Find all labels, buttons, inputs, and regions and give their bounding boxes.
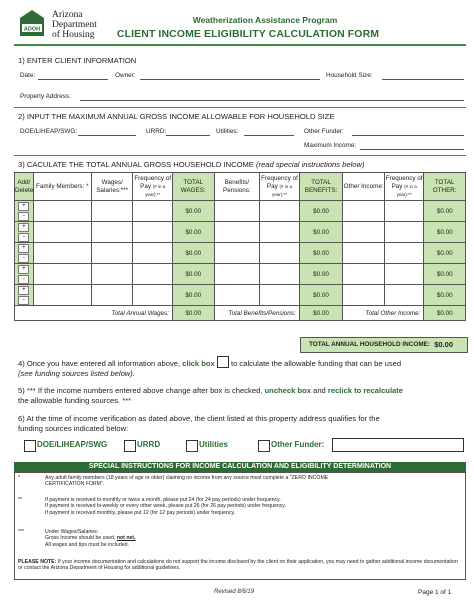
total-wages-cell: $0.00 xyxy=(172,222,214,243)
table-row xyxy=(15,243,466,264)
star-2-text xyxy=(45,497,455,516)
other-income-cell[interactable] xyxy=(343,243,385,264)
freq-sub-label: (# in a year):** xyxy=(145,183,166,197)
page-number: Page 1 of 1 xyxy=(418,589,452,596)
other-frequency-cell[interactable] xyxy=(384,264,423,285)
table-row xyxy=(15,264,466,285)
add-delete-cell xyxy=(15,243,34,264)
col-benefits: Benefits/ Pensions: xyxy=(214,173,260,201)
please-note-text: If your income documentation and calculations do not support the income disclosed by the client on their application, you may need to gather additional income documentation or contact the Arizona Department of Housing for additional guidelines. xyxy=(18,559,458,572)
section-5-and: and xyxy=(313,386,326,395)
star-2-line: If payment is received bi-monthly or twice a month, please put 24 (for 24 pay periods) under frequency. xyxy=(45,497,281,503)
wages-frequency-cell[interactable] xyxy=(133,222,172,243)
other-funder-option: Other Funder: xyxy=(271,440,325,449)
section-3-heading-note: (read special instructions below) xyxy=(256,160,365,169)
benefits-cell[interactable] xyxy=(214,243,260,264)
total-other-income-value: $0.00 xyxy=(424,306,466,321)
benefits-cell[interactable] xyxy=(214,285,260,306)
section-5-line-2: the allowable funding sources. *** xyxy=(18,396,132,405)
table-row xyxy=(15,222,466,243)
wages-frequency-cell[interactable] xyxy=(133,264,172,285)
total-benefits-value: $0.00 xyxy=(299,306,343,321)
utilities-checkbox[interactable] xyxy=(186,440,198,452)
wages-frequency-cell[interactable] xyxy=(133,285,172,306)
add-row-icon[interactable]: + xyxy=(18,223,29,232)
property-address-label: Property Address: xyxy=(20,93,71,100)
col-total-wages: TOTAL WAGES: xyxy=(172,173,214,201)
maximum-income-field[interactable] xyxy=(360,149,464,150)
click-box-link: click box xyxy=(182,359,215,368)
delete-row-icon[interactable]: - xyxy=(18,254,29,263)
wages-cell[interactable] xyxy=(91,264,133,285)
star-3-not-net: not net. xyxy=(116,535,136,542)
section-3-heading-text: 3) CACULATE THE TOTAL ANNUAL GROSS HOUSEHOLD INCOME xyxy=(18,160,254,169)
program-name: Weatherization Assistance Program xyxy=(192,15,338,25)
delete-row-icon[interactable]: - xyxy=(18,233,29,242)
total-household-income-value: $0.00 xyxy=(434,340,453,349)
family-member-cell[interactable] xyxy=(33,264,91,285)
section-6-line-1: 6) At the time of income verification as dated above, the client listed at this property address qualifies for the xyxy=(18,414,380,423)
total-benefits-label: Total Benefits/Pensions: xyxy=(214,306,299,321)
reclick-text: reclick to recalculate xyxy=(327,386,404,395)
income-table xyxy=(14,172,466,321)
col-frequency-benefits xyxy=(260,173,299,201)
form-title: CLIENT INCOME ELIGIBILITY CALCULATION FORM xyxy=(116,28,380,40)
household-size-label: Household Size: xyxy=(326,72,373,79)
section-4-text xyxy=(18,356,468,379)
star-3-gross-text: Gross Income should be used, xyxy=(45,535,116,542)
section-6-text xyxy=(18,414,470,434)
total-other-cell: $0.00 xyxy=(424,285,466,306)
section-1-heading: 1) ENTER CLIENT INFORMATION xyxy=(18,56,137,65)
star-3-line: All wages and tips must be included. xyxy=(45,541,129,548)
total-annual-wages-label: Total Annual Wages: xyxy=(15,306,173,321)
wages-frequency-cell[interactable] xyxy=(133,201,172,222)
total-wages-cell: $0.00 xyxy=(172,243,214,264)
star-3-mark: *** xyxy=(18,529,25,535)
other-frequency-cell[interactable] xyxy=(384,285,423,306)
revised-date: Revised 8/6/19 xyxy=(214,589,255,595)
family-member-cell[interactable] xyxy=(33,222,91,243)
freq-label: Frequency of Pay xyxy=(385,174,423,190)
please-note xyxy=(18,559,462,572)
logo-line-2: Department xyxy=(52,20,97,30)
other-frequency-cell[interactable] xyxy=(384,222,423,243)
total-benefits-cell: $0.00 xyxy=(299,243,343,264)
wages-cell[interactable] xyxy=(91,285,133,306)
doe-liheap-swg-label: DOE/LIHEAP/SWG: xyxy=(20,128,78,135)
utilities-option: Utilities xyxy=(199,440,228,449)
add-delete-cell xyxy=(15,285,34,306)
add-row-icon[interactable]: + xyxy=(18,244,29,253)
section-5-text xyxy=(18,386,468,406)
total-annual-wages-value: $0.00 xyxy=(172,306,214,321)
section-4-pre: 4) Once you have entered all information above, xyxy=(18,359,181,368)
total-wages-cell: $0.00 xyxy=(172,285,214,306)
freq-label: Frequency of Pay xyxy=(134,174,172,190)
col-other-income: Other Income: xyxy=(343,173,385,201)
uncheck-box-text: uncheck box xyxy=(264,386,311,395)
star-1-text: Any adult family members (18 years of age or older) claiming no income from any source must complete a "ZERO INCOME CERTIFICATION FORM". xyxy=(45,475,329,488)
utilities-label: Utilities: xyxy=(216,128,239,135)
total-household-income-row xyxy=(300,337,468,353)
col-add-delete: Add/ Delete xyxy=(15,173,34,201)
delete-row-icon[interactable]: - xyxy=(18,212,29,221)
family-member-cell[interactable] xyxy=(33,243,91,264)
section-1-divider xyxy=(14,107,466,108)
section-3-heading xyxy=(18,160,365,169)
maximum-income-label: Maximum Income: xyxy=(304,142,357,149)
add-row-icon[interactable]: + xyxy=(18,286,29,295)
logo-wordmark xyxy=(52,10,97,40)
total-wages-cell: $0.00 xyxy=(172,264,214,285)
section-4-post: to calculate the allowable funding that can be used xyxy=(230,359,402,368)
star-3-line: Under Wages/Salaries: xyxy=(45,529,99,535)
logo-line-1: Arizona xyxy=(52,10,83,20)
wages-cell[interactable] xyxy=(91,222,133,243)
utilities-field[interactable] xyxy=(244,135,294,136)
star-2-mark: ** xyxy=(18,497,23,503)
total-other-cell: $0.00 xyxy=(424,222,466,243)
owner-label: Owner: xyxy=(115,72,136,79)
other-funder-checkbox[interactable] xyxy=(258,440,270,452)
add-delete-cell xyxy=(15,264,34,285)
property-address-field[interactable] xyxy=(80,100,464,101)
other-funder-input[interactable] xyxy=(332,438,464,452)
freq-label: Frequency of Pay xyxy=(261,174,298,190)
total-other-cell: $0.00 xyxy=(424,243,466,264)
total-household-income-label: TOTAL ANNUAL HOUSEHOLD INCOME: xyxy=(309,341,431,348)
benefits-frequency-cell[interactable] xyxy=(260,222,299,243)
benefits-frequency-cell[interactable] xyxy=(260,285,299,306)
section-5-pre: 5) *** If the income numbers entered above change after box is checked, xyxy=(18,386,263,395)
total-benefits-cell: $0.00 xyxy=(299,264,343,285)
table-row xyxy=(15,201,466,222)
special-instructions-heading: SPECIAL INSTRUCTIONS FOR INCOME CALCULATION AND ELIGIBILITY DETERMINATION xyxy=(14,462,466,472)
doe-liheap-swg-field[interactable] xyxy=(78,135,136,136)
family-member-cell[interactable] xyxy=(33,201,91,222)
benefits-frequency-cell[interactable] xyxy=(260,264,299,285)
delete-row-icon[interactable]: - xyxy=(18,296,29,305)
other-frequency-cell[interactable] xyxy=(384,243,423,264)
col-wages: Wages/ Salaries:*** xyxy=(91,173,133,201)
freq-sub-label: (# in a year):** xyxy=(271,183,293,197)
add-row-icon[interactable]: + xyxy=(18,265,29,274)
add-row-icon[interactable]: + xyxy=(18,202,29,211)
wages-cell[interactable] xyxy=(91,201,133,222)
add-delete-cell xyxy=(15,201,34,222)
benefits-cell[interactable] xyxy=(214,222,260,243)
urrd-label: URRD: xyxy=(146,128,167,135)
doe-liheap-swg-option: DOE/LIHEAP/SWG xyxy=(37,440,108,449)
col-total-benefits: TOTAL BENEFITS: xyxy=(299,173,343,201)
owner-field[interactable] xyxy=(140,79,320,80)
other-income-cell[interactable] xyxy=(343,222,385,243)
star-1-mark: * xyxy=(18,475,21,481)
totals-row xyxy=(15,306,466,321)
household-size-field[interactable] xyxy=(382,79,464,80)
please-note-label: PLEASE NOTE: xyxy=(18,559,57,565)
doe-liheap-swg-checkbox[interactable] xyxy=(24,440,36,452)
col-frequency-wages xyxy=(133,173,172,201)
total-benefits-cell: $0.00 xyxy=(299,285,343,306)
section-2-divider xyxy=(14,155,466,156)
section-6-line-2: funding sources indicated below: xyxy=(18,424,129,433)
add-delete-cell xyxy=(15,222,34,243)
urrd-option: URRD xyxy=(137,440,161,449)
delete-row-icon[interactable]: - xyxy=(18,275,29,284)
benefits-cell[interactable] xyxy=(214,264,260,285)
adoh-logo xyxy=(18,8,46,38)
benefits-frequency-cell[interactable] xyxy=(260,201,299,222)
total-other-cell: $0.00 xyxy=(424,264,466,285)
date-label: Date: xyxy=(20,72,36,79)
other-frequency-cell[interactable] xyxy=(384,201,423,222)
star-3-text xyxy=(45,529,345,548)
other-funder-label: Other Funder: xyxy=(304,128,344,135)
col-total-other: TOTAL OTHER: xyxy=(424,173,466,201)
total-benefits-cell: $0.00 xyxy=(299,222,343,243)
table-row xyxy=(15,285,466,306)
total-wages-cell: $0.00 xyxy=(172,201,214,222)
date-field[interactable] xyxy=(38,79,108,80)
logo-line-3: of Housing xyxy=(52,30,95,40)
urrd-field[interactable] xyxy=(166,135,210,136)
section-2-heading: 2) INPUT THE MAXIMUM ANNUAL GROSS INCOME ALLOWABLE FOR HOUSEHOLD SIZE xyxy=(18,112,335,121)
wages-cell[interactable] xyxy=(91,243,133,264)
star-2-line: If payment is received bi-weekly or every other week, please put 26 (for 26 pay periods) under frequency. xyxy=(45,503,286,510)
family-member-cell[interactable] xyxy=(33,285,91,306)
logo-badge: ADOH xyxy=(23,26,41,33)
special-instructions-box xyxy=(14,472,466,580)
col-family-members: Family Members: * xyxy=(33,173,91,201)
benefits-cell[interactable] xyxy=(214,201,260,222)
income-table-header xyxy=(15,173,466,201)
calculate-checkbox[interactable] xyxy=(217,356,229,368)
total-other-income-label: Total Other Income: xyxy=(343,306,424,321)
header-divider xyxy=(14,44,466,46)
total-other-cell: $0.00 xyxy=(424,201,466,222)
freq-sub-label: (# in a year):** xyxy=(396,183,417,197)
urrd-checkbox[interactable] xyxy=(124,440,136,452)
wages-frequency-cell[interactable] xyxy=(133,243,172,264)
benefits-frequency-cell[interactable] xyxy=(260,243,299,264)
total-benefits-cell: $0.00 xyxy=(299,201,343,222)
section-4-line-2: (see funding sources listed below). xyxy=(18,369,135,378)
star-2-line: If payment is received monthly, please put 12 (for 12 pay periods) under frequency. xyxy=(45,509,236,516)
other-income-cell[interactable] xyxy=(343,201,385,222)
other-income-cell[interactable] xyxy=(343,285,385,306)
other-income-cell[interactable] xyxy=(343,264,385,285)
other-funder-field[interactable] xyxy=(352,135,464,136)
col-frequency-other xyxy=(384,173,423,201)
